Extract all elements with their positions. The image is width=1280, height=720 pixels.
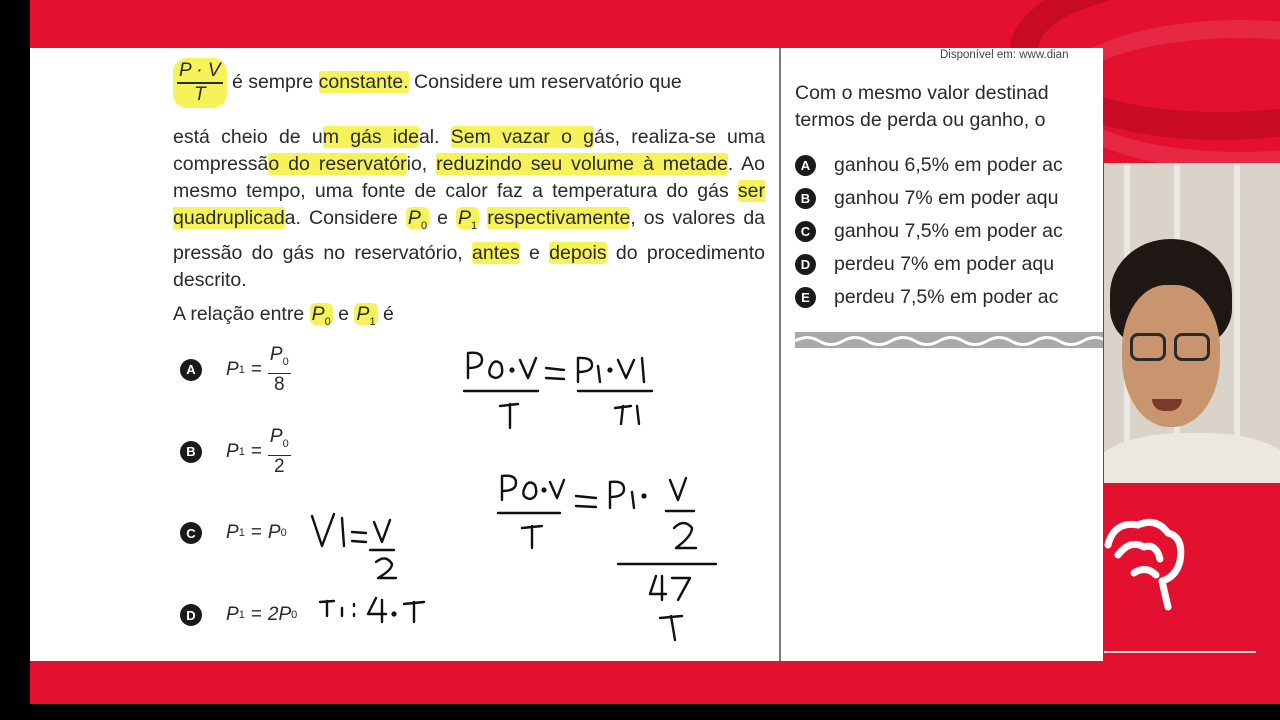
hw-o <box>489 362 502 379</box>
hw-dot <box>643 495 646 498</box>
option-text: perdeu 7% em poder aqu <box>834 253 1055 275</box>
text: al. <box>418 126 451 148</box>
hw-v <box>520 358 536 378</box>
highlight-reservatorio: o do reservatór <box>268 153 407 175</box>
formula-denominator: T <box>193 84 206 105</box>
highlight-constante: constante. <box>318 71 409 94</box>
equals: = <box>250 358 262 380</box>
text: , os valores da pressão do gás no reservatório, <box>173 207 766 264</box>
equals: = <box>250 604 262 625</box>
hw-v1 <box>312 514 344 546</box>
wavy-separator <box>795 332 1103 348</box>
lhs: P <box>226 358 239 380</box>
rhs-sub: 0 <box>291 609 298 621</box>
num: P <box>269 426 283 447</box>
text: . Ao mesmo tempo, uma fonte de calor faz a temperatura do gás <box>173 153 765 202</box>
lhs: P <box>226 522 239 543</box>
option-letter: D <box>795 254 816 275</box>
answer-option-e[interactable] <box>795 286 1058 309</box>
answer-option-d[interactable] <box>795 253 1054 276</box>
p0-subscript: 0 <box>324 315 331 328</box>
answer-option-b[interactable] <box>795 187 1058 210</box>
glasses-left-lens <box>1130 333 1166 361</box>
option-text: ganhou 7% em poder aqu <box>834 187 1059 209</box>
glasses-right-lens <box>1174 333 1210 361</box>
den: 8 <box>274 373 285 395</box>
p1-letter: P <box>458 207 472 229</box>
rhs: P <box>267 522 281 543</box>
lhs-sub: 1 <box>238 527 245 539</box>
option-text: ganhou 6,5% em poder ac <box>834 154 1063 176</box>
hw-v <box>670 478 686 500</box>
p1-subscript: 1 <box>369 315 376 328</box>
lhs: P <box>226 440 239 462</box>
hw-t <box>660 616 682 640</box>
p0-letter: P <box>407 207 421 229</box>
hw-t <box>404 602 424 622</box>
hw-p1 <box>610 482 624 508</box>
text: ás, realiza-se uma compressã <box>173 126 765 175</box>
text: e <box>332 303 355 325</box>
rhs: 2P <box>267 604 292 625</box>
option-letter: A <box>795 155 816 176</box>
hw-dot <box>393 613 396 616</box>
question-line-1: Com o mesmo valor destinad <box>795 82 1049 104</box>
column-divider <box>779 48 781 661</box>
p1-letter: P <box>356 303 370 325</box>
answer-option-c[interactable] <box>795 220 1063 243</box>
lhs-sub: 1 <box>238 363 245 376</box>
hw-t1 <box>320 601 342 616</box>
slide-page <box>30 48 1103 661</box>
num: P <box>269 344 283 365</box>
hw-2 <box>376 558 396 578</box>
text: do procedimento descrito. <box>173 241 766 291</box>
option-letter: C <box>180 522 202 544</box>
hw-p0 <box>502 476 516 500</box>
highlight-depois: depois <box>549 241 607 264</box>
lhs-sub: 1 <box>238 609 245 621</box>
rhs-sub: 0 <box>280 527 287 539</box>
intro-rest: Considere um reservatório que <box>408 71 682 94</box>
highlight-reduzindo: reduzindo seu volume à metade <box>436 153 728 175</box>
intro-text: é sempre <box>226 71 319 94</box>
den: 2 <box>274 455 285 477</box>
hw-4 <box>368 598 386 622</box>
hw-v-over <box>370 520 394 550</box>
text: está cheio de u <box>173 126 323 148</box>
hw-t <box>522 526 542 548</box>
text: io, <box>406 153 437 175</box>
p1-subscript: 1 <box>471 219 478 232</box>
hw-t1 <box>615 406 639 424</box>
option-letter: E <box>795 287 816 308</box>
hw-v <box>550 480 564 498</box>
highlight-quadruplicada: ser quadruplicad <box>173 180 765 229</box>
brain-logo-icon <box>1104 515 1188 615</box>
equals: = <box>250 522 262 543</box>
hw-sub1 <box>632 492 634 508</box>
highlight-gas-ideal: m gás ide <box>322 126 419 148</box>
equals: = <box>250 440 262 462</box>
hw-dot <box>543 489 546 492</box>
hw-equals <box>576 496 596 507</box>
presenter-shirt <box>1104 433 1280 483</box>
decor-line <box>1104 651 1256 653</box>
p0-subscript: 0 <box>420 219 428 232</box>
text: A relação entre <box>173 303 310 325</box>
hw-2 <box>674 523 696 548</box>
hw-dot <box>511 369 514 372</box>
text: e <box>519 241 550 264</box>
hw-equals <box>546 368 564 379</box>
hw-dot <box>609 369 612 372</box>
webcam-presenter <box>1104 163 1280 483</box>
formula-numerator: P · V <box>177 60 223 84</box>
highlight-sem-vazar: Sem vazar o g <box>450 126 595 148</box>
lhs: P <box>226 604 239 625</box>
hw-v1 <box>618 358 644 382</box>
hw-sub1 <box>598 366 600 382</box>
handwritten-annotations <box>30 48 780 661</box>
p0-letter: P <box>311 303 325 325</box>
hw-equals <box>352 532 366 542</box>
lhs-sub: 1 <box>238 445 245 458</box>
hw-t <box>500 404 518 428</box>
source-citation: Disponível em: www.dian <box>940 49 1069 61</box>
option-letter: B <box>795 188 816 209</box>
option-text: perdeu 7,5% em poder ac <box>834 286 1059 308</box>
question-text <box>795 80 1049 134</box>
text: e <box>429 207 457 229</box>
option-text: ganhou 7,5% em poder ac <box>834 220 1063 242</box>
letterbox-left <box>0 0 30 720</box>
text: é <box>377 303 394 325</box>
answer-option-a[interactable] <box>795 154 1063 177</box>
option-letter: D <box>180 604 202 626</box>
hw-47 <box>650 576 690 600</box>
hw-p1 <box>578 358 592 382</box>
hw-p <box>468 353 482 378</box>
option-letter: B <box>180 441 202 463</box>
hw-o <box>523 483 536 500</box>
highlight-antes: antes <box>472 241 520 264</box>
option-letter: A <box>180 359 202 381</box>
option-letter: C <box>795 221 816 242</box>
letterbox-bottom <box>0 704 1280 720</box>
num-sub: 0 <box>282 437 289 450</box>
highlight-respectivamente: respectivamente <box>487 207 631 229</box>
num-sub: 0 <box>282 355 289 368</box>
question-line-2: termos de perda ou ganho, o <box>795 109 1046 131</box>
text: a. Considere <box>284 207 406 229</box>
